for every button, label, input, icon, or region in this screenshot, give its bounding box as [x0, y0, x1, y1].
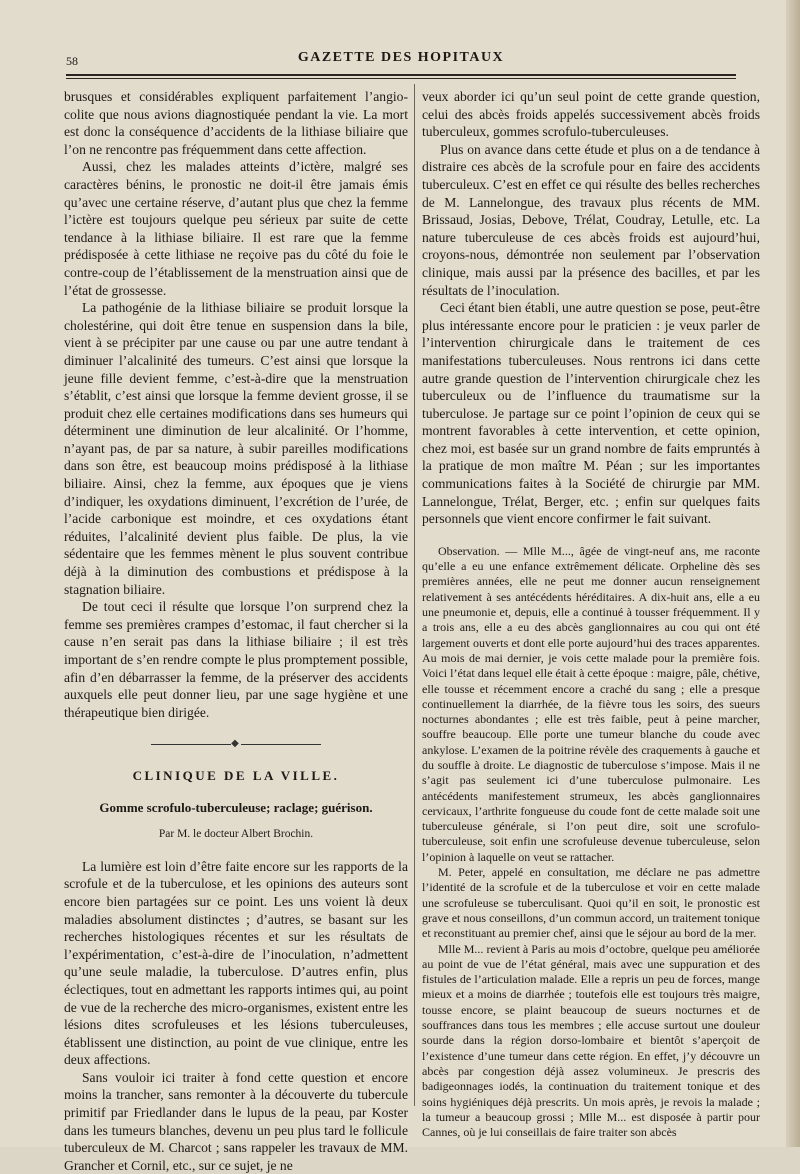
article-byline: Par M. le docteur Albert Brochin.: [158, 828, 314, 841]
observation-paragraph: M. Peter, appelé en consultation, me déclare ne pas admettre l’identité de la scrofule et de la tuberculose et voir en cette malade une scrofuleuse se tuberculisant. Quoi qu’il en soit, le pronostic est grave et nous conseillons, d’un commun accord, un traitement tonique et reconstituant au premier chef, ainsi que le séjour au bord de la mer.: [422, 865, 760, 941]
observation-paragraph: Observation. — Mlle M..., âgée de vingt-neuf ans, me raconte qu’elle a eu une enfance extrêmement délicate. Orpheline dès ses premières années, elle ne peut me donner aucun renseignement relativement à ses antécédents héréditaires. A dix-huit ans, elle a eu une pneumonie et, depuis, elle a continué à tousser fréquemment. Il y a trois ans, elle a eu des abcès ganglionnaires au cou qui ont été largement ouverts et dont elle porte aujourd’hui des traces apparentes. Au mois de mai dernier, je vois cette malade pour la première fois. Voici l’état dans lequel elle était à cette époque : maigre, pâle, chétive, elle tousse et récemment encore a craché du sang ; elle a presque continuellement la diarrhée, de la fièvre tous les soirs, des sueurs nocturnes abondantes ; elle est très faible, peut à peine marcher, souffre beaucoup. Elle porte une tumeur blanche du coude avec ankylose. L’examen de la poitrine révèle des craquements à gauche et du souffle à droite. Le diagnostic de tuberculose s’impose. Mais il ne s’agit pas seulement ici d’une tuberculose pulmonaire. Les antécédents manifestement strumeux, les abcès ganglionnaires cervicaux, l’arthrite fongueuse du coude font de cette malade soit une tuberculeuse générale, si l’on peut dire, soit une scrofulo-tuberculeuse, soit enfin une scrofuleuse devenue tuberculeuse, selon l’opinion à laquelle on veut se rattacher.: [422, 543, 760, 864]
paragraph: De tout ceci il résulte que lorsque l’on surprend chez la femme ses premières crampes d’estomac, il faut chercher si la cause n’en serait pas dans la lithiase biliaire ; il est très important de s’en rendre compte le plus promptement possible, afin d’en débarrasser la femme, de la préserver des accidents auxquels elle peut donner lieu, par une sage hygiène et une thérapeutique bien dirigée.: [64, 599, 408, 720]
observation-paragraph: Mlle M... revient à Paris au mois d’octobre, quelque peu améliorée au point de vue de l’état général, mais avec une suppuration et des fistules de l’articulation malade. Elle a repris un peu de forces, mange mieux et a moins de diarrhée ; toutefois elle est toujours très maigre, tousse encore, se plaint beaucoup de sueurs nocturnes et de souffrances dans tous les membres ; elle accuse surtout une douleur sourde dans la région dorso-lombaire et bientôt s’aperçoit de l’existence d’une tumeur dans cette région. En effet, j’y découvre un abcès par congestion déjà assez volumineux. Je prescris des badigeonnages iodés, la continuation du traitement tonique et des soins hygiéniques déjà prescrits. Un mois après, je revois la malade ; la tumeur a beaucoup grossi ; Mlle M... est disposée à partir pour Cannes, où je lui conseillais de faire traiter son abcès: [422, 941, 760, 1140]
section-ornament: ◆: [64, 735, 408, 753]
header-rule: [66, 74, 736, 76]
paragraph: Ceci étant bien établi, une autre question se pose, peut-être plus intéressante encore pour le praticien : je veux parler de l’intervention chirurgicale dans le traitement de ces manifestations tuberculeuses. Nous rentrons ici dans cette autre grande question de l’intervention chirurgicale chez les tuberculeux ou de l’influence du traumatisme sur la tuberculose. Je partage sur ce point l’opinion de ceux qui se montrent favorables à cette intervention, et cette opinion, chez moi, est basée sur un grand nombre de faits empruntés à la pratique de mon maître M. Péan ; sur les importantes communications faites à la Société de chirurgie par MM. Lannelongue, Trélat, Berger, etc. ; enfin sur quelques faits personnels que vient encore confirmer le fait suivant.: [422, 300, 760, 527]
paragraph: Sans vouloir ici traiter à fond cette question et encore moins la trancher, sans remonter à la découverte du tubercule primitif par Friedlander dans le lupus de la peau, par Koster dans les tumeurs blanches, devenu un peu plus tard le follicule tuberculeux de M. Charcot ; sans rappeler les travaux de MM. Grancher et Cornil, etc., sur ce sujet, je ne: [64, 1069, 408, 1173]
article-title: Gomme scrofulo-tuberculeuse; raclage; guérison.: [99, 799, 373, 815]
page-header: [66, 50, 736, 74]
paragraph: La lumière est loin d’être faite encore sur les rapports de la scrofule et de la tuberculose, et les opinions des auteurs sont encore bien partagées sur ce point. Les uns voient là deux maladies absolument distinctes ; d’autres, se basant sur les recherches histologiques récentes et sur les résultats de l’expérimentation, c’est-à-dire de l’inoculation, n’admettent qu’une seule maladie, la tuberculose. D’autres enfin, plus éclectiques, tout en admettant les rapports intimes qui, au point de vue de la recherche des micro-organismes, existent entre les lésions dites scrofuleuses et les lésions tuberculeuses, établissent une distinction, au point de vue clinique, entre les deux affections.: [64, 858, 408, 1068]
paragraph: brusques et considérables expliquent parfaitement l’angio-colite que nous avions diagnostiquée pendant la vie. La mort est donc la conséquence d’accidents de la lithiase biliaire que l’on ne rencontre pas fréquemment dans cette affection.: [64, 89, 408, 157]
page-spine-shadow: [786, 0, 800, 1147]
observation-block: [422, 544, 760, 1141]
header-rule-thin: [66, 78, 736, 79]
right-column: [422, 88, 760, 1140]
running-title: GAZETTE DES HOPITAUX: [297, 50, 505, 65]
page-number: 58: [66, 54, 78, 68]
section-title: CLINIQUE DE LA VILLE.: [132, 767, 340, 783]
left-column: [64, 88, 408, 1174]
paragraph: Plus on avance dans cette étude et plus on a de tendance à distraire ces abcès de la scrofule pour en faire des accidents tuberculeux. C’est en effet ce qui résulte des belles recherches de M. Lannelongue, des travaux plus récents de MM. Brissaud, Josias, Debove, Trélat, Coudray, Letulle, etc. La nature tuberculeuse de ces abcès froids est aujourd’hui, croyons-nous, démontrée non seulement par l’observation clinique, mais aussi par la présence des bacilles, et par les résultats de l’inoculation.: [422, 141, 760, 298]
paragraph: veux aborder ici qu’un seul point de cette grande question, celui des abcès froids appelés successivement abcès froids tuberculeux, gommes scrofulo-tuberculeuses.: [422, 89, 760, 140]
paragraph: Aussi, chez les malades atteints d’ictère, malgré ses caractères bénins, le pronostic ne doit-il être jamais émis qu’avec une certaine réserve, d’autant plus que chez la femme l’ictère est toujours quelque peu sérieux par suite de cette tendance à la lithiase biliaire. Il est rare que la femme prédisposée à cette lithiase ne reçoive pas du côté du foie le contre-coup de l’établissement de la menstruation ainsi que de l’état de grossesse.: [64, 159, 408, 298]
paragraph: La pathogénie de la lithiase biliaire se produit lorsque la cholestérine, qui doit être tenue en suspension dans la bile, vient à se précipiter par une cause ou par une autre tendant à diminuer l’alcalinité des tumeurs. C’est ainsi que lorsque la jeune fille devient femme, c’est-à-dire que la menstruation s’établit, c’est ainsi que lorsque la femme devient grosse, il se produit chez elle certaines modifications dans ses humeurs qui déterminent une diminution de leur alcalinité. Or l’homme, n’ayant pas, de par sa nature, à subir pareilles modifications dans son être, est beaucoup moins prédisposé à la lithiase biliaire. Ainsi, chez la femme, aux époques que je viens d’indiquer, les oxydations diminuent, l’excrétion de l’urée, de l’acide carbonique est moindre, et ces oxydations étant réduites, l’alcalinité devient plus faible. De plus, la vie sédentaire que les femmes mènent le plus souvent contribue déjà à la diminution des combustions et prédispose à la stagnation biliaire.: [64, 300, 408, 597]
column-divider: [414, 84, 415, 1106]
